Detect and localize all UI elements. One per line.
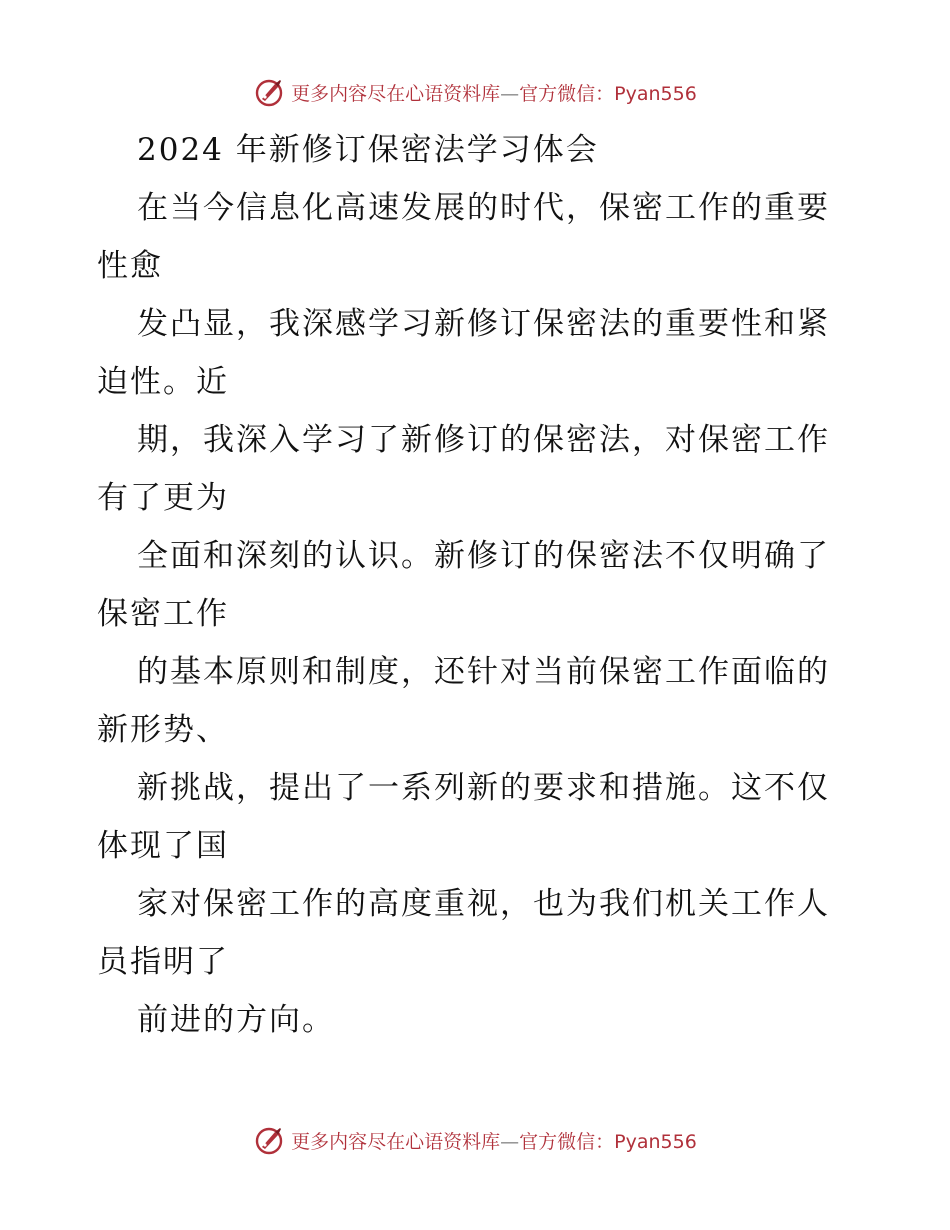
- footer-banner-main: 更多内容尽在心语资料库: [291, 1130, 501, 1153]
- footer-banner-wechat: 官方微信：Pyan556: [519, 1130, 697, 1153]
- paragraph-line: 新挑战，提出了一系列新的要求和措施。这不仅: [137, 770, 830, 806]
- paragraph-line: 期，我深入学习了新修订的保密法，对保密工作: [137, 422, 830, 458]
- paragraph-line: 发凸显，我深感学习新修订保密法的重要性和紧: [137, 306, 830, 342]
- footer-banner: [0, 1120, 950, 1160]
- footer-banner-separator: —: [500, 1130, 520, 1153]
- paragraph-line: 新形势、: [97, 712, 229, 748]
- header-banner-separator: —: [500, 82, 520, 105]
- paragraph-line: 前进的方向。: [137, 1002, 335, 1038]
- header-banner-text: [291, 79, 697, 106]
- paragraph-line: 家对保密工作的高度重视，也为我们机关工作人: [137, 886, 830, 922]
- paragraph-line: 有了更为: [97, 480, 229, 516]
- header-banner-main: 更多内容尽在心语资料库: [291, 82, 501, 105]
- footer-banner-text: [291, 1127, 697, 1154]
- quill-logo-icon: [253, 76, 285, 108]
- quill-logo-icon: [253, 1124, 285, 1156]
- paragraph-line: 的基本原则和制度，还针对当前保密工作面临的: [137, 654, 830, 690]
- paragraph-line: 体现了国: [97, 828, 229, 864]
- paragraph-line: 保密工作: [97, 596, 229, 632]
- paragraph-line: 员指明了: [97, 944, 229, 980]
- paragraph-line: 迫性。近: [97, 364, 229, 400]
- document-title: 2024 年新修订保密法学习体会: [137, 132, 599, 168]
- header-banner-wechat: 官方微信：Pyan556: [519, 82, 697, 105]
- paragraph-line: 全面和深刻的认识。新修订的保密法不仅明确了: [137, 538, 830, 574]
- paragraph-line: 在当今信息化高速发展的时代，保密工作的重要: [137, 190, 830, 226]
- paragraph-line: 性愈: [97, 248, 163, 284]
- document-body: [97, 121, 857, 1049]
- header-banner: [0, 72, 950, 112]
